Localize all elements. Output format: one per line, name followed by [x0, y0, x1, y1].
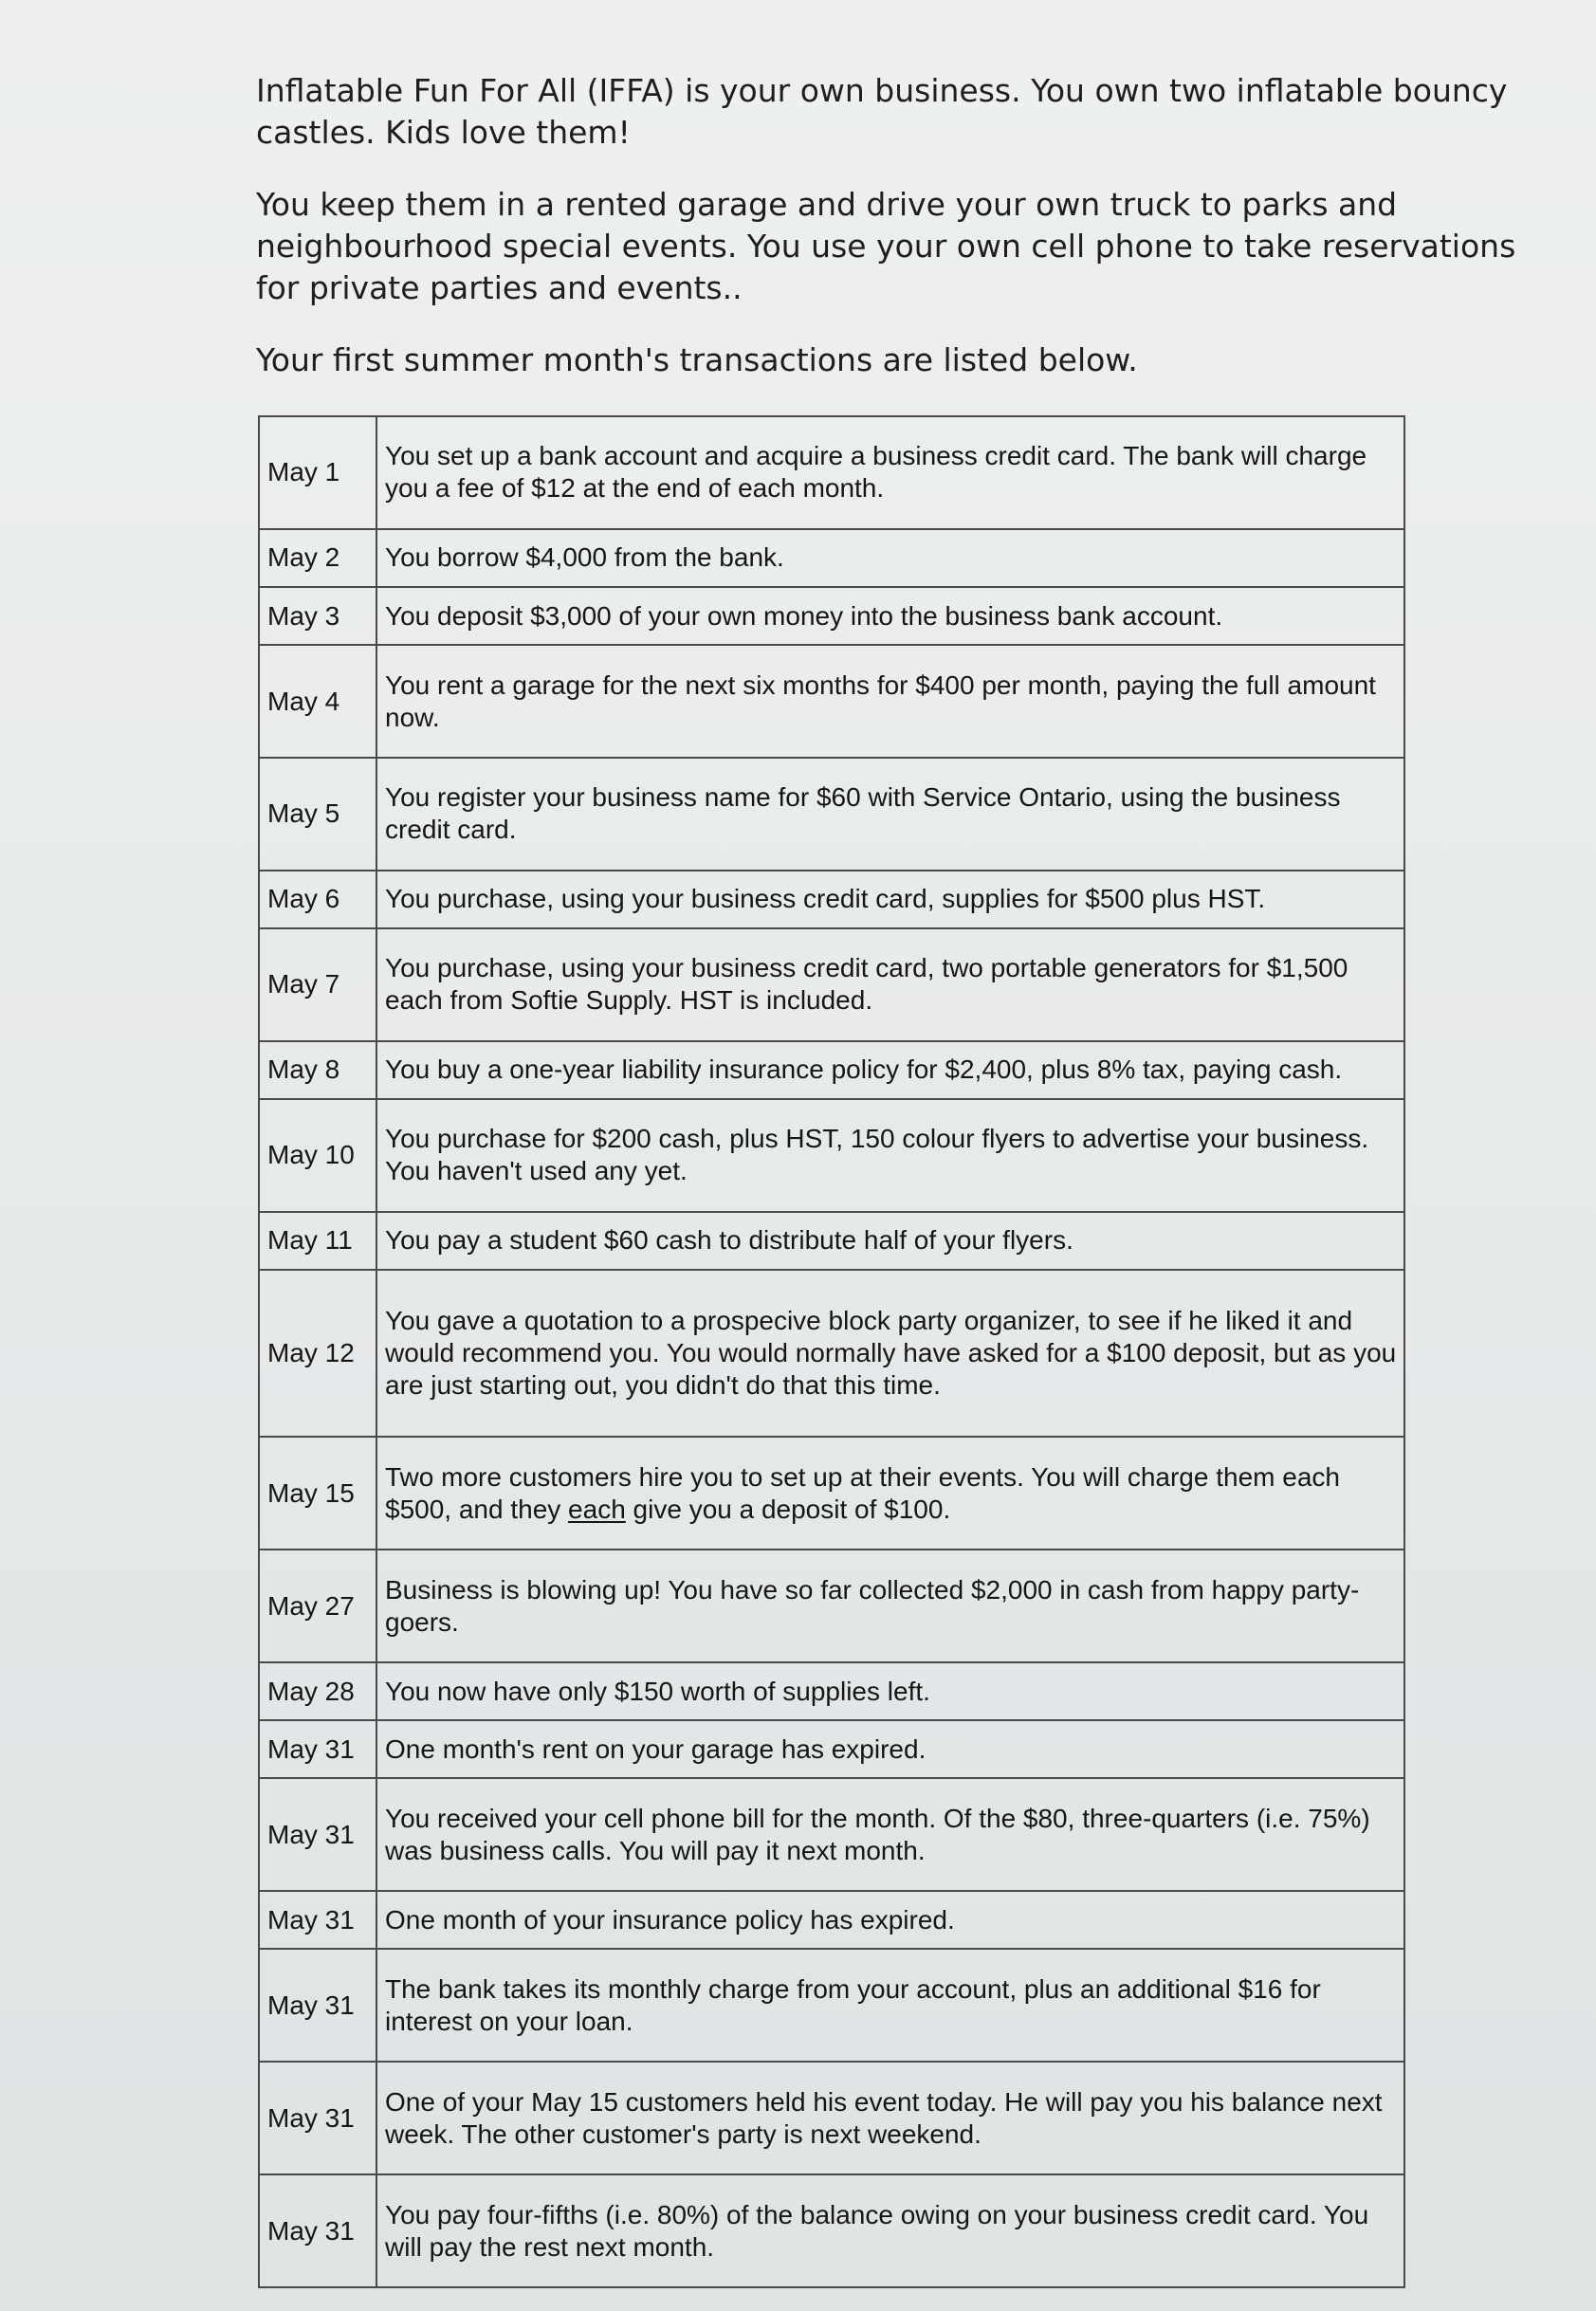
transaction-description: You purchase for $200 cash, plus HST, 150 colour flyers to advertise your business. You haven't used any yet. — [376, 1099, 1404, 1212]
transaction-description: The bank takes its monthly charge from your account, plus an additional $16 for interest on your loan. — [376, 1949, 1404, 2062]
transaction-date: May 1 — [259, 416, 376, 529]
table-row — [259, 1099, 1404, 1212]
transaction-date: May 3 — [259, 587, 376, 645]
table-row — [259, 1270, 1404, 1438]
transaction-description: You register your business name for $60 with Service Ontario, using the business credit card. — [376, 758, 1404, 871]
table-row — [259, 758, 1404, 871]
transaction-date: May 12 — [259, 1270, 376, 1438]
table-row — [259, 587, 1404, 645]
transaction-date: May 7 — [259, 928, 376, 1041]
table-row — [259, 416, 1404, 529]
table-row — [259, 1949, 1404, 2062]
transaction-description: You rent a garage for the next six months for $400 per month, paying the full amount now. — [376, 645, 1404, 758]
transaction-description: You now have only $150 worth of supplies left. — [376, 1662, 1404, 1720]
description-part: give you a deposit of $100. — [625, 1494, 951, 1524]
transactions-table — [258, 415, 1405, 2288]
transaction-description: You pay four-fifths (i.e. 80%) of the balance owing on your business credit card. You will pay the rest next month. — [376, 2174, 1404, 2287]
table-row — [259, 1437, 1404, 1550]
transaction-description: Business is blowing up! You have so far collected $2,000 in cash from happy party-goers. — [376, 1550, 1404, 1662]
intro-paragraph-1: Inflatable Fun For All (IFFA) is your own business. You own two inflatable bouncy castles. Kids love them! — [256, 72, 1508, 151]
table-row — [259, 1720, 1404, 1778]
transaction-description: One of your May 15 customers held his event today. He will pay you his balance next week. The other customer's party is next weekend. — [376, 2062, 1404, 2174]
transaction-date: May 6 — [259, 871, 376, 928]
table-row — [259, 1550, 1404, 1662]
transaction-description: You buy a one-year liability insurance policy for $2,400, plus 8% tax, paying cash. — [376, 1041, 1404, 1099]
table-row — [259, 1778, 1404, 1891]
transaction-description — [376, 1437, 1404, 1550]
transaction-description: You received your cell phone bill for the month. Of the $80, three-quarters (i.e. 75%) was business calls. You will pay it next month. — [376, 1778, 1404, 1891]
transaction-date: May 2 — [259, 529, 376, 587]
transaction-date: May 28 — [259, 1662, 376, 1720]
intro-text — [256, 70, 1536, 412]
transaction-date: May 10 — [259, 1099, 376, 1212]
table-row — [259, 1662, 1404, 1720]
table-row — [259, 928, 1404, 1041]
transaction-date: May 31 — [259, 2062, 376, 2174]
table-row — [259, 645, 1404, 758]
table-row — [259, 529, 1404, 587]
transaction-date: May 11 — [259, 1212, 376, 1270]
emphasized-word: each — [568, 1494, 626, 1524]
transaction-date: May 31 — [259, 1949, 376, 2062]
table-row — [259, 1212, 1404, 1270]
transaction-description: You pay a student $60 cash to distribute half of your flyers. — [376, 1212, 1404, 1270]
transaction-date: May 31 — [259, 1891, 376, 1949]
intro-paragraph-2: You keep them in a rented garage and drive your own truck to parks and neighbourhood special events. You use your own cell phone to take reservations for private parties and events.. — [256, 186, 1516, 306]
table-row — [259, 1041, 1404, 1099]
transaction-description: One month of your insurance policy has expired. — [376, 1891, 1404, 1949]
transaction-description: You gave a quotation to a prospecive block party organizer, to see if he liked it and would recommend you. You would normally have asked for a $100 deposit, but as you are just starting out, you didn't do that this time. — [376, 1270, 1404, 1438]
transaction-description: You purchase, using your business credit card, two portable generators for $1,500 each from Softie Supply. HST is included. — [376, 928, 1404, 1041]
transaction-date: May 31 — [259, 2174, 376, 2287]
transaction-date: May 27 — [259, 1550, 376, 1662]
transaction-description: You deposit $3,000 of your own money into the business bank account. — [376, 587, 1404, 645]
transaction-date: May 4 — [259, 645, 376, 758]
transaction-date: May 31 — [259, 1778, 376, 1891]
transaction-date: May 8 — [259, 1041, 376, 1099]
transaction-description: One month's rent on your garage has expired. — [376, 1720, 1404, 1778]
transaction-date: May 15 — [259, 1437, 376, 1550]
transaction-description: You purchase, using your business credit card, supplies for $500 plus HST. — [376, 871, 1404, 928]
table-row — [259, 2062, 1404, 2174]
transaction-date: May 31 — [259, 1720, 376, 1778]
table-row — [259, 2174, 1404, 2287]
table-row — [259, 1891, 1404, 1949]
intro-paragraph-3: Your first summer month's transactions are listed below. — [256, 341, 1138, 378]
transaction-date: May 5 — [259, 758, 376, 871]
table-row — [259, 871, 1404, 928]
transaction-description: You borrow $4,000 from the bank. — [376, 529, 1404, 587]
transaction-description: You set up a bank account and acquire a business credit card. The bank will charge you a fee of $12 at the end of each month. — [376, 416, 1404, 529]
description-part: Two more customers hire you to set up at their events. You will charge them each $500, and they — [385, 1461, 1340, 1524]
